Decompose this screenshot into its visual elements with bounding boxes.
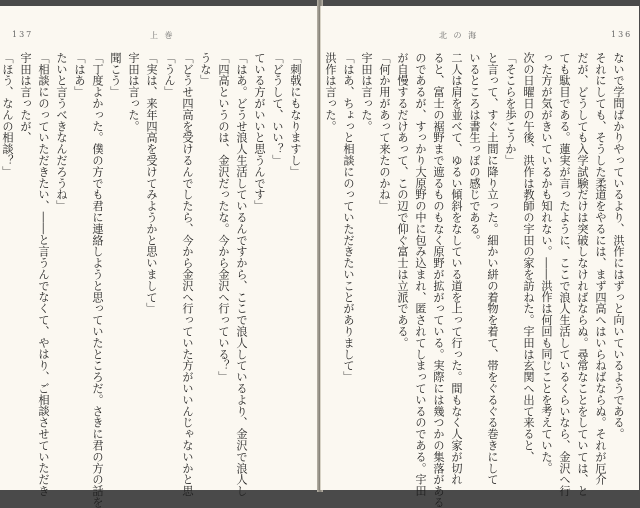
- text-line: ている方がいいと思うんです」: [253, 52, 266, 212]
- text-line: いるところは書生っぽの感じである。: [468, 52, 481, 246]
- text-line: たいと言うべきなんだろうね」: [55, 52, 68, 212]
- text-line: 「四高というのは、金沢だったな。今から金沢へ行っている？」: [217, 52, 230, 383]
- right-page: [320, 6, 639, 508]
- text-line: 「ほう、なんの相談？」: [1, 52, 14, 178]
- text-line: 「何か用があって来たのかね」: [378, 52, 391, 212]
- text-line: 「刺戟にもなりますし」: [289, 52, 302, 178]
- left-body-text: [1, 52, 304, 508]
- text-line: 「はあ。どうせ浪人生活しているんですから、ここで浪人しているより、金沢で浪人し: [235, 52, 248, 497]
- running-head-left: 上 巻: [150, 31, 175, 40]
- text-line: 「はあ」: [73, 52, 86, 98]
- text-line: 「うん」: [163, 52, 176, 98]
- text-line: 宇田は言った。: [360, 52, 373, 132]
- text-line: 宇田は言った。: [127, 52, 140, 132]
- text-line: ても駄目である。蓮実が言ったように、ここで浪人生活しているくらいなら、金沢へ行: [558, 52, 571, 497]
- text-line: ないで学問ばかりやっているより、洪作にはずっと向いているようである。: [612, 52, 625, 440]
- text-line: が自慢するだけあって、この辺で仰ぐ富士は立派である。: [396, 52, 409, 349]
- text-line: 「相談にのっていただきたい、――と言うんでなくて、やはり、ご相談させていただき: [37, 52, 50, 497]
- text-line: 「はあ、ちょっと相談にのっていただきたいことがありまして」: [342, 52, 355, 383]
- text-line: うな」: [199, 52, 212, 87]
- text-line: だが、どうしても入学試験だけは突破しなければならぬ。尋常なことをしていては、と: [576, 52, 589, 497]
- text-line: ると、富士の裾野まで遮るものもなく原野が拡がっている。実際には幾つかの集落がある: [432, 52, 445, 508]
- text-line: 聞こう」: [109, 52, 122, 98]
- text-line: それにしても、そうした柔道をやるには、まず四高へはいらねばならぬ。それが厄介: [594, 52, 607, 486]
- text-line: 宇田は言ったが、: [19, 52, 32, 144]
- text-line: った方が気がきいているかも知れない。――洪作は何回も同じことを考えていた。: [540, 52, 553, 474]
- text-line: 「そこらを歩こうか」: [504, 52, 517, 166]
- left-page: [0, 6, 319, 508]
- text-line: 次の日曜日の午後、洪作は教師の宇田の家を訪ねた。宇田は玄関へ出て来ると、: [522, 52, 535, 463]
- text-line: 「どうせ四高を受けるんでしたら、今から金沢へ行っていた方がいいんじゃないかと思: [181, 52, 194, 497]
- text-line: 二人は肩を並べて、ゆるい傾斜をなしている道を上って行った。間もなく人家が切れ: [450, 52, 463, 486]
- text-line: と言って、すぐ土間に降り立った。細かい絣の着物を着て、帯をぐるぐる巻きにして: [486, 52, 499, 486]
- text-line: のであるが、すっかり大原野の中に包み込まれ、匿されてしまっているのである。宇田: [414, 52, 427, 497]
- text-line: 「実は、来年四高を受けてみようかと思いまして」: [145, 52, 158, 315]
- page-number-left: 137: [12, 30, 34, 39]
- page-number-right: 136: [611, 30, 633, 39]
- text-line: 「どうして、いい？」: [271, 52, 284, 166]
- text-line: 「丁度よかった。僕の方でも君に連絡しようと思っていたところだ。さきに君の方の話を: [91, 52, 104, 508]
- running-head-right: 北 の 海: [439, 31, 479, 40]
- right-body-text: [324, 52, 627, 508]
- text-line: 洪作は言った。: [324, 52, 337, 132]
